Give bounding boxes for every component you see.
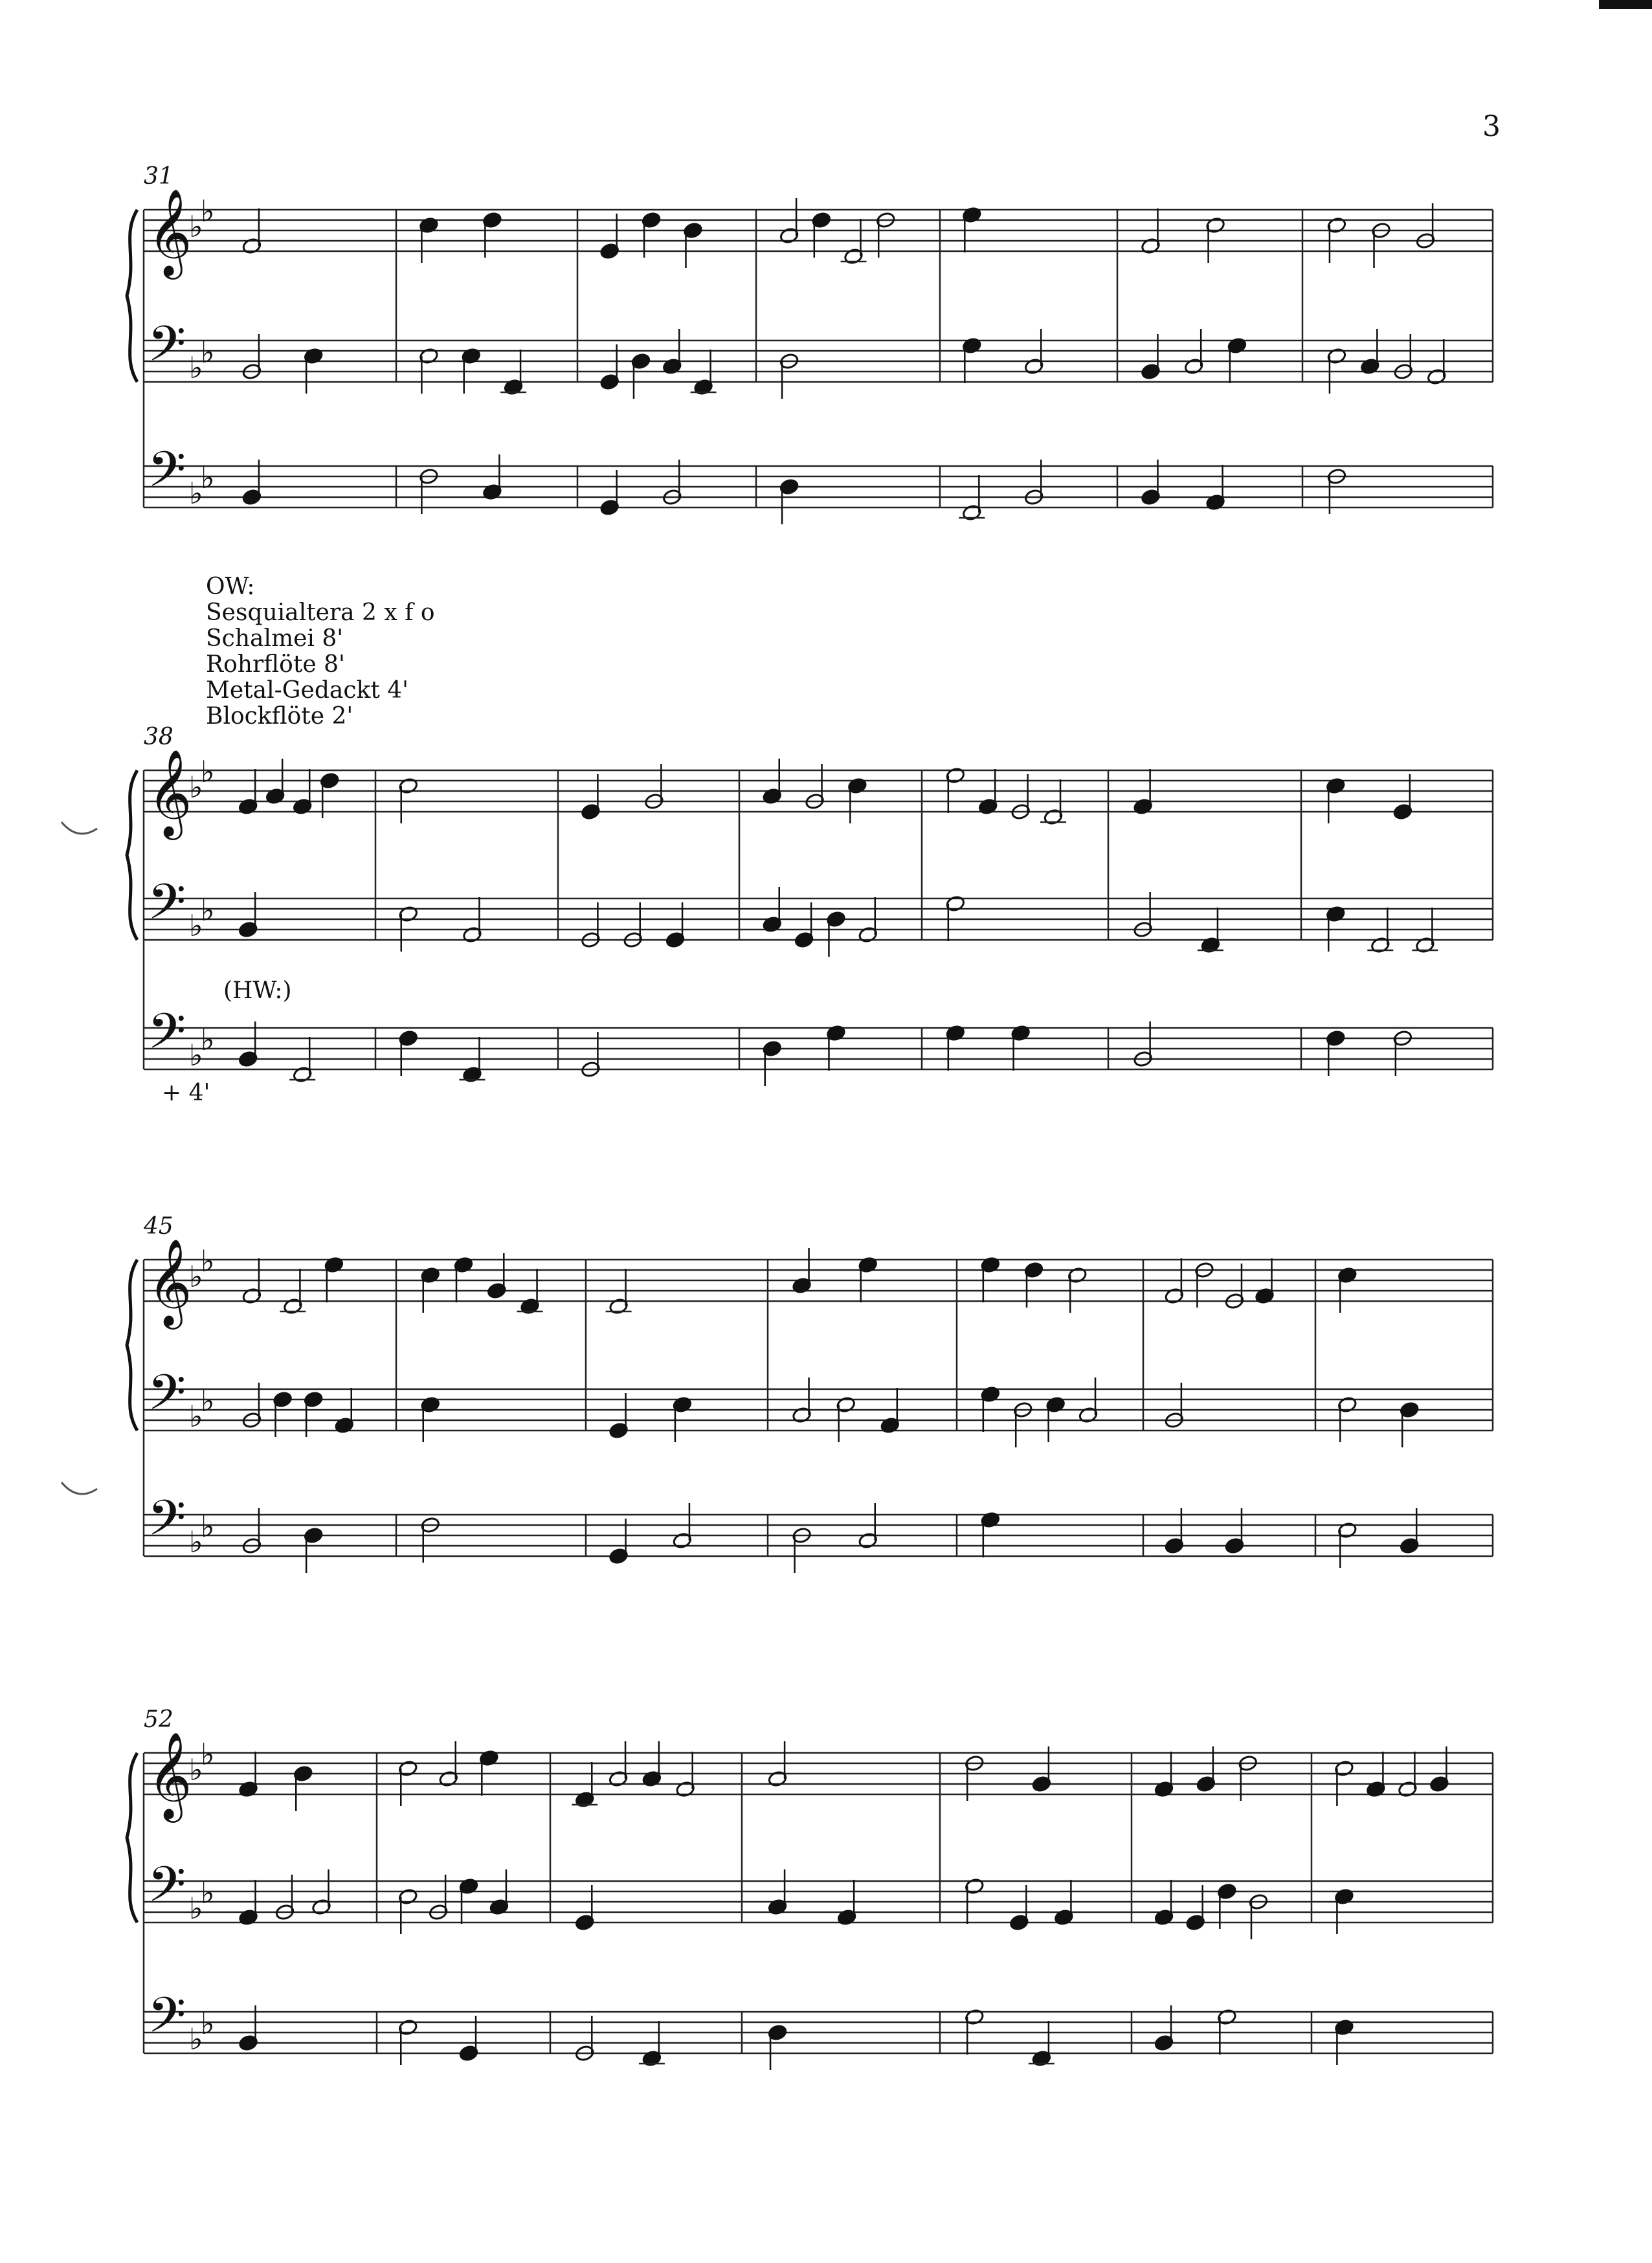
flat-accidental: ♭ <box>189 908 203 943</box>
flat-accidental: ♭ <box>189 209 203 244</box>
page-number: 3 <box>1482 110 1501 143</box>
flat-accidental: ♭ <box>201 893 215 928</box>
treble-clef: 𝄞 <box>148 1732 192 1819</box>
flat-accidental: ♭ <box>201 754 215 789</box>
page-edge-mark <box>1599 0 1652 9</box>
bass-clef: 𝄢 <box>148 1856 186 1925</box>
flat-accidental: ♭ <box>189 1038 203 1073</box>
flat-accidental: ♭ <box>201 2006 215 2041</box>
bass-clef: 𝄢 <box>148 1987 186 2056</box>
punch-hole-mark <box>61 1482 97 1494</box>
registration-stop: Schalmei 8' <box>206 625 344 652</box>
measure-number: 38 <box>144 724 173 750</box>
flat-accidental: ♭ <box>201 1509 215 1544</box>
flat-accidental: ♭ <box>201 335 215 370</box>
flat-accidental: ♭ <box>189 1752 203 1787</box>
flat-accidental: ♭ <box>201 1022 215 1057</box>
grand-staff-brace <box>127 1260 137 1431</box>
measure-number: 52 <box>144 1706 173 1733</box>
system <box>127 163 1493 524</box>
registration-block <box>206 574 435 730</box>
flat-accidental: ♭ <box>189 1891 203 1926</box>
flat-accidental: ♭ <box>201 460 215 495</box>
pedal-manual-label: (HW:) <box>223 977 292 1004</box>
bass-clef: 𝄢 <box>148 441 186 510</box>
punch-hole-mark <box>61 822 97 834</box>
treble-clef: 𝄞 <box>148 749 192 836</box>
grand-staff-brace <box>127 1753 137 1923</box>
registration-stop: Blockflöte 2' <box>206 703 353 730</box>
flat-accidental: ♭ <box>201 1243 215 1278</box>
registration-stop: Rohrflöte 8' <box>206 651 345 678</box>
treble-clef: 𝄞 <box>148 188 192 276</box>
bass-clef: 𝄢 <box>148 315 186 385</box>
music-systems <box>127 163 1493 2070</box>
flat-accidental: ♭ <box>189 1259 203 1294</box>
flat-accidental: ♭ <box>201 194 215 229</box>
registration-heading: OW: <box>206 574 255 600</box>
grand-staff-brace <box>127 770 137 940</box>
bass-clef: 𝄢 <box>148 1003 186 1072</box>
flat-accidental: ♭ <box>201 1875 215 1910</box>
flat-accidental: ♭ <box>189 1524 203 1559</box>
bass-clef: 𝄢 <box>148 1489 186 1559</box>
measure-number: 45 <box>144 1213 173 1240</box>
pedal-coupler-label: + 4' <box>162 1080 210 1106</box>
registration-stop: Sesquialtera 2 x f o <box>206 599 435 626</box>
flat-accidental: ♭ <box>189 770 203 805</box>
flat-accidental: ♭ <box>189 350 203 385</box>
system <box>127 1706 1493 2070</box>
bass-clef: 𝄢 <box>148 873 186 942</box>
flat-accidental: ♭ <box>189 476 203 511</box>
system <box>127 1213 1493 1573</box>
flat-accidental: ♭ <box>189 1399 203 1434</box>
system <box>127 724 1493 1086</box>
bass-clef: 𝄢 <box>148 1364 186 1433</box>
flat-accidental: ♭ <box>189 2022 203 2057</box>
grand-staff-brace <box>127 210 137 382</box>
flat-accidental: ♭ <box>201 1737 215 1772</box>
treble-clef: 𝄞 <box>148 1238 192 1326</box>
registration-stop: Metal-Gedackt 4' <box>206 677 409 704</box>
flat-accidental: ♭ <box>201 1383 215 1418</box>
measure-number: 31 <box>144 163 173 190</box>
